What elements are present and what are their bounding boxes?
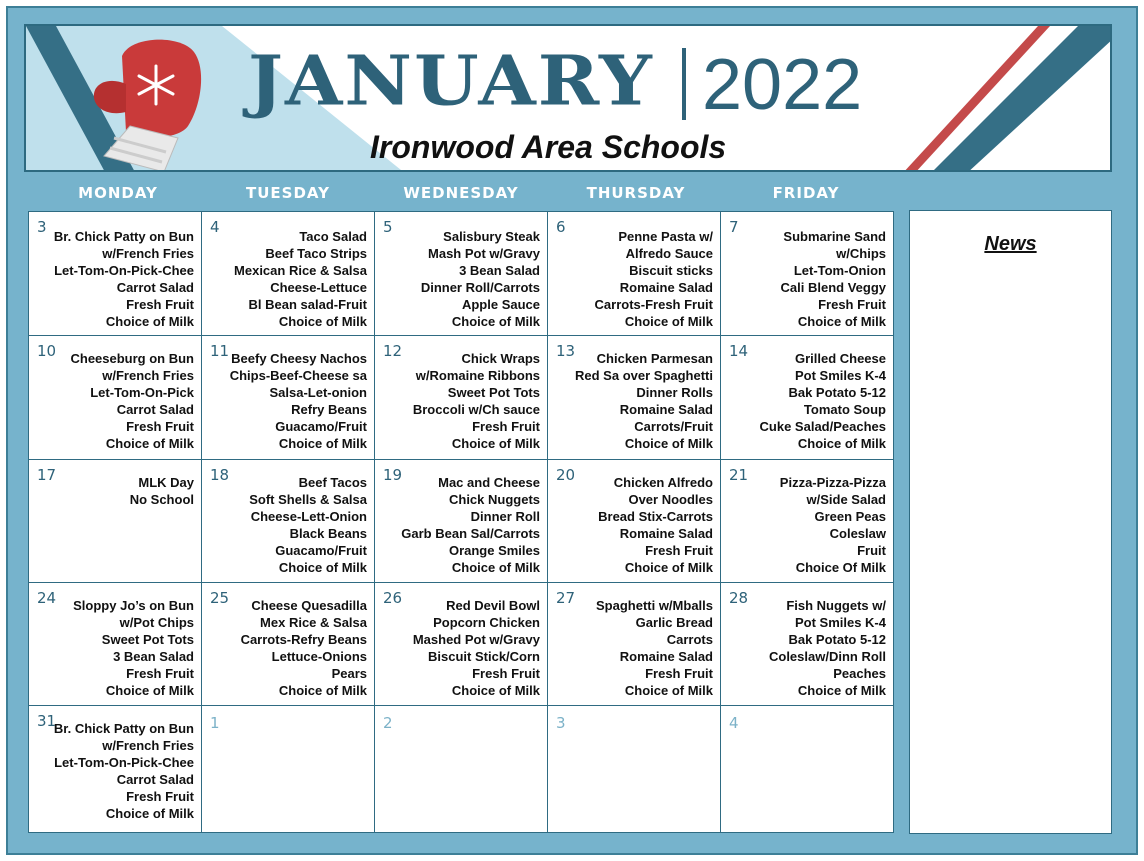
day-number: 28 bbox=[729, 589, 749, 607]
menu-line: Choice of Milk bbox=[105, 683, 194, 698]
menu-line: Fresh Fruit bbox=[472, 666, 540, 681]
menu-line: Orange Smiles bbox=[448, 543, 540, 558]
menu-line: Carrots-Refry Beans bbox=[240, 632, 367, 647]
menu-line: Choice of Milk bbox=[624, 314, 713, 329]
menu-line: Cali Blend Veggy bbox=[780, 280, 886, 295]
menu-items bbox=[781, 228, 886, 330]
menu-line: Carrot Salad bbox=[116, 402, 194, 417]
day-cell bbox=[720, 705, 894, 833]
menu-line: Fresh Fruit bbox=[126, 297, 194, 312]
menu-line: Pot Smiles K-4 bbox=[794, 615, 886, 630]
menu-line: Cheese-Lett-Onion bbox=[250, 509, 367, 524]
menu-line: Choice of Milk bbox=[278, 436, 367, 451]
menu-line: Salisbury Steak bbox=[443, 229, 540, 244]
menu-line: Black Beans bbox=[289, 526, 367, 541]
menu-items bbox=[760, 350, 886, 452]
menu-items bbox=[54, 228, 194, 330]
day-cell bbox=[720, 582, 894, 706]
menu-line: Choice of Milk bbox=[624, 560, 713, 575]
menu-line: Bl Bean salad-Fruit bbox=[248, 297, 367, 312]
menu-items bbox=[241, 597, 367, 699]
menu-items bbox=[73, 597, 194, 699]
menu-line: Penne Pasta w/ bbox=[618, 229, 713, 244]
menu-line: Fresh Fruit bbox=[818, 297, 886, 312]
menu-line: Let-Tom-On-Pick-Chee bbox=[54, 263, 194, 278]
day-number: 4 bbox=[210, 218, 220, 236]
menu-line: Garb Bean Sal/Carrots bbox=[401, 526, 540, 541]
menu-line: Refry Beans bbox=[291, 402, 367, 417]
menu-line: Mex Rice & Salsa bbox=[260, 615, 367, 630]
menu-line: Chicken Alfredo bbox=[613, 475, 713, 490]
menu-line: Coleslaw bbox=[829, 526, 886, 541]
menu-line: Chick Wraps bbox=[461, 351, 540, 366]
menu-items bbox=[130, 474, 194, 508]
month-title: JANUARY bbox=[248, 41, 654, 121]
menu-line: Romaine Salad bbox=[619, 526, 713, 541]
menu-line: Sweet Pot Tots bbox=[447, 385, 540, 400]
menu-line: Cheese Quesadilla bbox=[251, 598, 367, 613]
menu-line: Chick Nuggets bbox=[448, 492, 540, 507]
menu-line: Tomato Soup bbox=[803, 402, 886, 417]
menu-items bbox=[413, 350, 540, 452]
menu-line: Popcorn Chicken bbox=[433, 615, 540, 630]
menu-line: Choice of Milk bbox=[278, 560, 367, 575]
menu-line: Choice of Milk bbox=[451, 683, 540, 698]
day-number: 1 bbox=[210, 714, 220, 732]
day-number: 13 bbox=[556, 342, 576, 360]
menu-items bbox=[575, 350, 713, 452]
menu-line: Broccoli w/Ch sauce bbox=[412, 402, 540, 417]
menu-items bbox=[54, 720, 194, 822]
day-cell bbox=[720, 335, 894, 460]
menu-line: Sweet Pot Tots bbox=[101, 632, 194, 647]
news-title: News bbox=[984, 233, 1037, 255]
menu-line: w/French Fries bbox=[102, 246, 194, 261]
day-number: 31 bbox=[37, 712, 57, 730]
menu-line: Apple Sauce bbox=[461, 297, 540, 312]
menu-line: Cheeseburg on Bun bbox=[70, 351, 194, 366]
menu-line: Coleslaw/Dinn Roll bbox=[768, 649, 886, 664]
menu-line: Dinner Roll/Carrots bbox=[420, 280, 540, 295]
day-number: 25 bbox=[210, 589, 230, 607]
day-number: 12 bbox=[383, 342, 403, 360]
news-panel bbox=[909, 210, 1112, 834]
menu-line: Dinner Roll bbox=[470, 509, 540, 524]
menu-line: No School bbox=[129, 492, 194, 507]
menu-line: Beef Tacos bbox=[298, 475, 367, 490]
menu-line: Choice of Milk bbox=[451, 314, 540, 329]
menu-line: Romaine Salad bbox=[619, 280, 713, 295]
day-number: 26 bbox=[383, 589, 403, 607]
menu-items bbox=[70, 350, 194, 452]
menu-items bbox=[234, 228, 367, 330]
day-cell bbox=[547, 459, 721, 583]
menu-line: Choice of Milk bbox=[451, 560, 540, 575]
menu-line: Romaine Salad bbox=[619, 649, 713, 664]
weekday-wednesday: WEDNESDAY bbox=[403, 184, 519, 202]
menu-line: Beefy Cheesy Nachos bbox=[231, 351, 367, 366]
menu-line: Carrots-Fresh Fruit bbox=[594, 297, 713, 312]
menu-line: Biscuit sticks bbox=[629, 263, 713, 278]
day-number: 24 bbox=[37, 589, 57, 607]
day-cell bbox=[374, 459, 548, 583]
menu-line: Spaghetti w/Mballs bbox=[595, 598, 713, 613]
menu-line: Br. Chick Patty on Bun bbox=[53, 721, 194, 736]
menu-items bbox=[769, 597, 886, 699]
menu-line: Taco Salad bbox=[299, 229, 367, 244]
menu-items bbox=[598, 474, 713, 576]
menu-items bbox=[230, 350, 367, 452]
menu-line: Carrots/Fruit bbox=[634, 419, 713, 434]
menu-line: Fresh Fruit bbox=[126, 666, 194, 681]
menu-line: Chips-Beef-Cheese sa bbox=[229, 368, 367, 383]
weekday-tuesday: TUESDAY bbox=[246, 184, 330, 202]
day-number: 11 bbox=[210, 342, 230, 360]
day-cell bbox=[720, 459, 894, 583]
menu-line: Biscuit Stick/Corn bbox=[428, 649, 540, 664]
day-cell bbox=[28, 335, 202, 460]
menu-line: Br. Chick Patty on Bun bbox=[53, 229, 194, 244]
menu-line: Grilled Cheese bbox=[794, 351, 886, 366]
menu-line: Sloppy Jo’s on Bun bbox=[73, 598, 194, 613]
menu-line: Mash Pot w/Gravy bbox=[428, 246, 540, 261]
day-number: 27 bbox=[556, 589, 576, 607]
menu-line: Guacamo/Fruit bbox=[275, 419, 367, 434]
day-number: 20 bbox=[556, 466, 576, 484]
menu-line: Pizza-Pizza-Pizza bbox=[779, 475, 886, 490]
day-cell bbox=[374, 335, 548, 460]
menu-line: Pot Smiles K-4 bbox=[794, 368, 886, 383]
day-number: 3 bbox=[556, 714, 566, 732]
school-name: Ironwood Area Schools bbox=[370, 129, 727, 165]
menu-line: Soft Shells & Salsa bbox=[249, 492, 367, 507]
menu-line: Bread Stix-Carrots bbox=[598, 509, 713, 524]
menu-items bbox=[413, 597, 540, 699]
menu-line: Mashed Pot w/Gravy bbox=[412, 632, 540, 647]
menu-line: Choice of Milk bbox=[105, 806, 194, 821]
menu-line: Peaches bbox=[833, 666, 886, 681]
menu-line: Fresh Fruit bbox=[126, 419, 194, 434]
menu-line: Over Noodles bbox=[628, 492, 713, 507]
menu-line: Fish Nuggets w/ bbox=[786, 598, 886, 613]
menu-line: Choice of Milk bbox=[624, 436, 713, 451]
menu-line: Dinner Rolls bbox=[636, 385, 713, 400]
menu-items bbox=[780, 474, 886, 576]
menu-items bbox=[595, 228, 713, 330]
day-cell bbox=[547, 582, 721, 706]
day-cell bbox=[720, 211, 894, 336]
menu-line: w/Side Salad bbox=[806, 492, 886, 507]
menu-items bbox=[401, 474, 540, 576]
day-number: 3 bbox=[37, 218, 47, 236]
menu-line: Salsa-Let-onion bbox=[269, 385, 367, 400]
day-cell bbox=[28, 459, 202, 583]
menu-line: Fresh Fruit bbox=[645, 543, 713, 558]
menu-line: Alfredo Sauce bbox=[625, 246, 713, 261]
menu-line: Let-Tom-Onion bbox=[793, 263, 886, 278]
menu-line: Bak Potato 5-12 bbox=[788, 632, 886, 647]
day-number: 5 bbox=[383, 218, 393, 236]
menu-line: Carrot Salad bbox=[116, 280, 194, 295]
day-number: 21 bbox=[729, 466, 749, 484]
menu-items bbox=[249, 474, 367, 576]
day-cell bbox=[201, 459, 375, 583]
day-number: 6 bbox=[556, 218, 566, 236]
weekday-friday: FRIDAY bbox=[772, 184, 840, 202]
menu-line: w/Romaine Ribbons bbox=[415, 368, 540, 383]
day-cell bbox=[547, 335, 721, 460]
day-cell bbox=[374, 582, 548, 706]
menu-line: w/Pot Chips bbox=[119, 615, 194, 630]
weekday-thursday: THURSDAY bbox=[586, 184, 686, 202]
menu-line: Choice of Milk bbox=[797, 683, 886, 698]
menu-line: Romaine Salad bbox=[619, 402, 713, 417]
menu-line: Green Peas bbox=[814, 509, 886, 524]
menu-line: w/French Fries bbox=[102, 738, 194, 753]
menu-items bbox=[421, 228, 540, 330]
menu-line: Choice of Milk bbox=[105, 314, 194, 329]
day-number: 18 bbox=[210, 466, 230, 484]
menu-line: MLK Day bbox=[138, 475, 194, 490]
menu-line: Pears bbox=[331, 666, 367, 681]
menu-line: Mac and Cheese bbox=[438, 475, 540, 490]
title-separator bbox=[682, 48, 686, 120]
day-cell bbox=[547, 211, 721, 336]
menu-line: Fresh Fruit bbox=[472, 419, 540, 434]
menu-line: w/French Fries bbox=[102, 368, 194, 383]
menu-line: Choice of Milk bbox=[278, 683, 367, 698]
day-cell bbox=[28, 211, 202, 336]
menu-line: Red Sa over Spaghetti bbox=[575, 368, 713, 383]
menu-line: Choice Of Milk bbox=[795, 560, 886, 575]
menu-line: Cuke Salad/Peaches bbox=[759, 419, 886, 434]
menu-line: Chicken Parmesan bbox=[596, 351, 713, 366]
menu-line: Carrot Salad bbox=[116, 772, 194, 787]
menu-line: Red Devil Bowl bbox=[446, 598, 540, 613]
right-white-stripe bbox=[922, 26, 1074, 172]
weekday-monday: MONDAY bbox=[78, 184, 158, 202]
day-number: 2 bbox=[383, 714, 393, 732]
menu-line: Beef Taco Strips bbox=[265, 246, 367, 261]
menu-line: Let-Tom-On-Pick bbox=[90, 385, 194, 400]
menu-line: Lettuce-Onions bbox=[271, 649, 367, 664]
menu-line: Choice of Milk bbox=[797, 436, 886, 451]
day-number: 14 bbox=[729, 342, 749, 360]
menu-line: Choice of Milk bbox=[624, 683, 713, 698]
menu-line: Submarine Sand bbox=[783, 229, 886, 244]
menu-items bbox=[596, 597, 713, 699]
menu-line: Choice of Milk bbox=[451, 436, 540, 451]
menu-line: Mexican Rice & Salsa bbox=[234, 263, 367, 278]
menu-line: 3 Bean Salad bbox=[113, 649, 194, 664]
menu-line: 3 Bean Salad bbox=[459, 263, 540, 278]
year-title: 2022 bbox=[702, 45, 863, 125]
day-number: 10 bbox=[37, 342, 57, 360]
menu-line: w/Chips bbox=[836, 246, 886, 261]
day-cell bbox=[201, 211, 375, 336]
menu-line: Fresh Fruit bbox=[645, 666, 713, 681]
menu-line: Carrots bbox=[666, 632, 713, 647]
menu-line: Choice of Milk bbox=[105, 436, 194, 451]
menu-line: Garlic Bread bbox=[635, 615, 713, 630]
menu-line: Choice of Milk bbox=[797, 314, 886, 329]
menu-line: Fresh Fruit bbox=[126, 789, 194, 804]
day-cell bbox=[201, 335, 375, 460]
menu-line: Let-Tom-On-Pick-Chee bbox=[54, 755, 194, 770]
menu-line: Cheese-Lettuce bbox=[270, 280, 367, 295]
day-cell bbox=[201, 705, 375, 833]
day-cell bbox=[374, 705, 548, 833]
menu-line: Guacamo/Fruit bbox=[275, 543, 367, 558]
header-banner bbox=[24, 24, 1112, 172]
day-number: 19 bbox=[383, 466, 403, 484]
day-cell bbox=[28, 582, 202, 706]
day-cell bbox=[547, 705, 721, 833]
menu-line: Bak Potato 5-12 bbox=[788, 385, 886, 400]
day-number: 4 bbox=[729, 714, 739, 732]
day-number: 17 bbox=[37, 466, 57, 484]
menu-line: Fruit bbox=[857, 543, 886, 558]
day-cell bbox=[374, 211, 548, 336]
menu-line: Choice of Milk bbox=[278, 314, 367, 329]
day-number: 7 bbox=[729, 218, 739, 236]
day-cell bbox=[201, 582, 375, 706]
day-cell bbox=[28, 705, 202, 833]
